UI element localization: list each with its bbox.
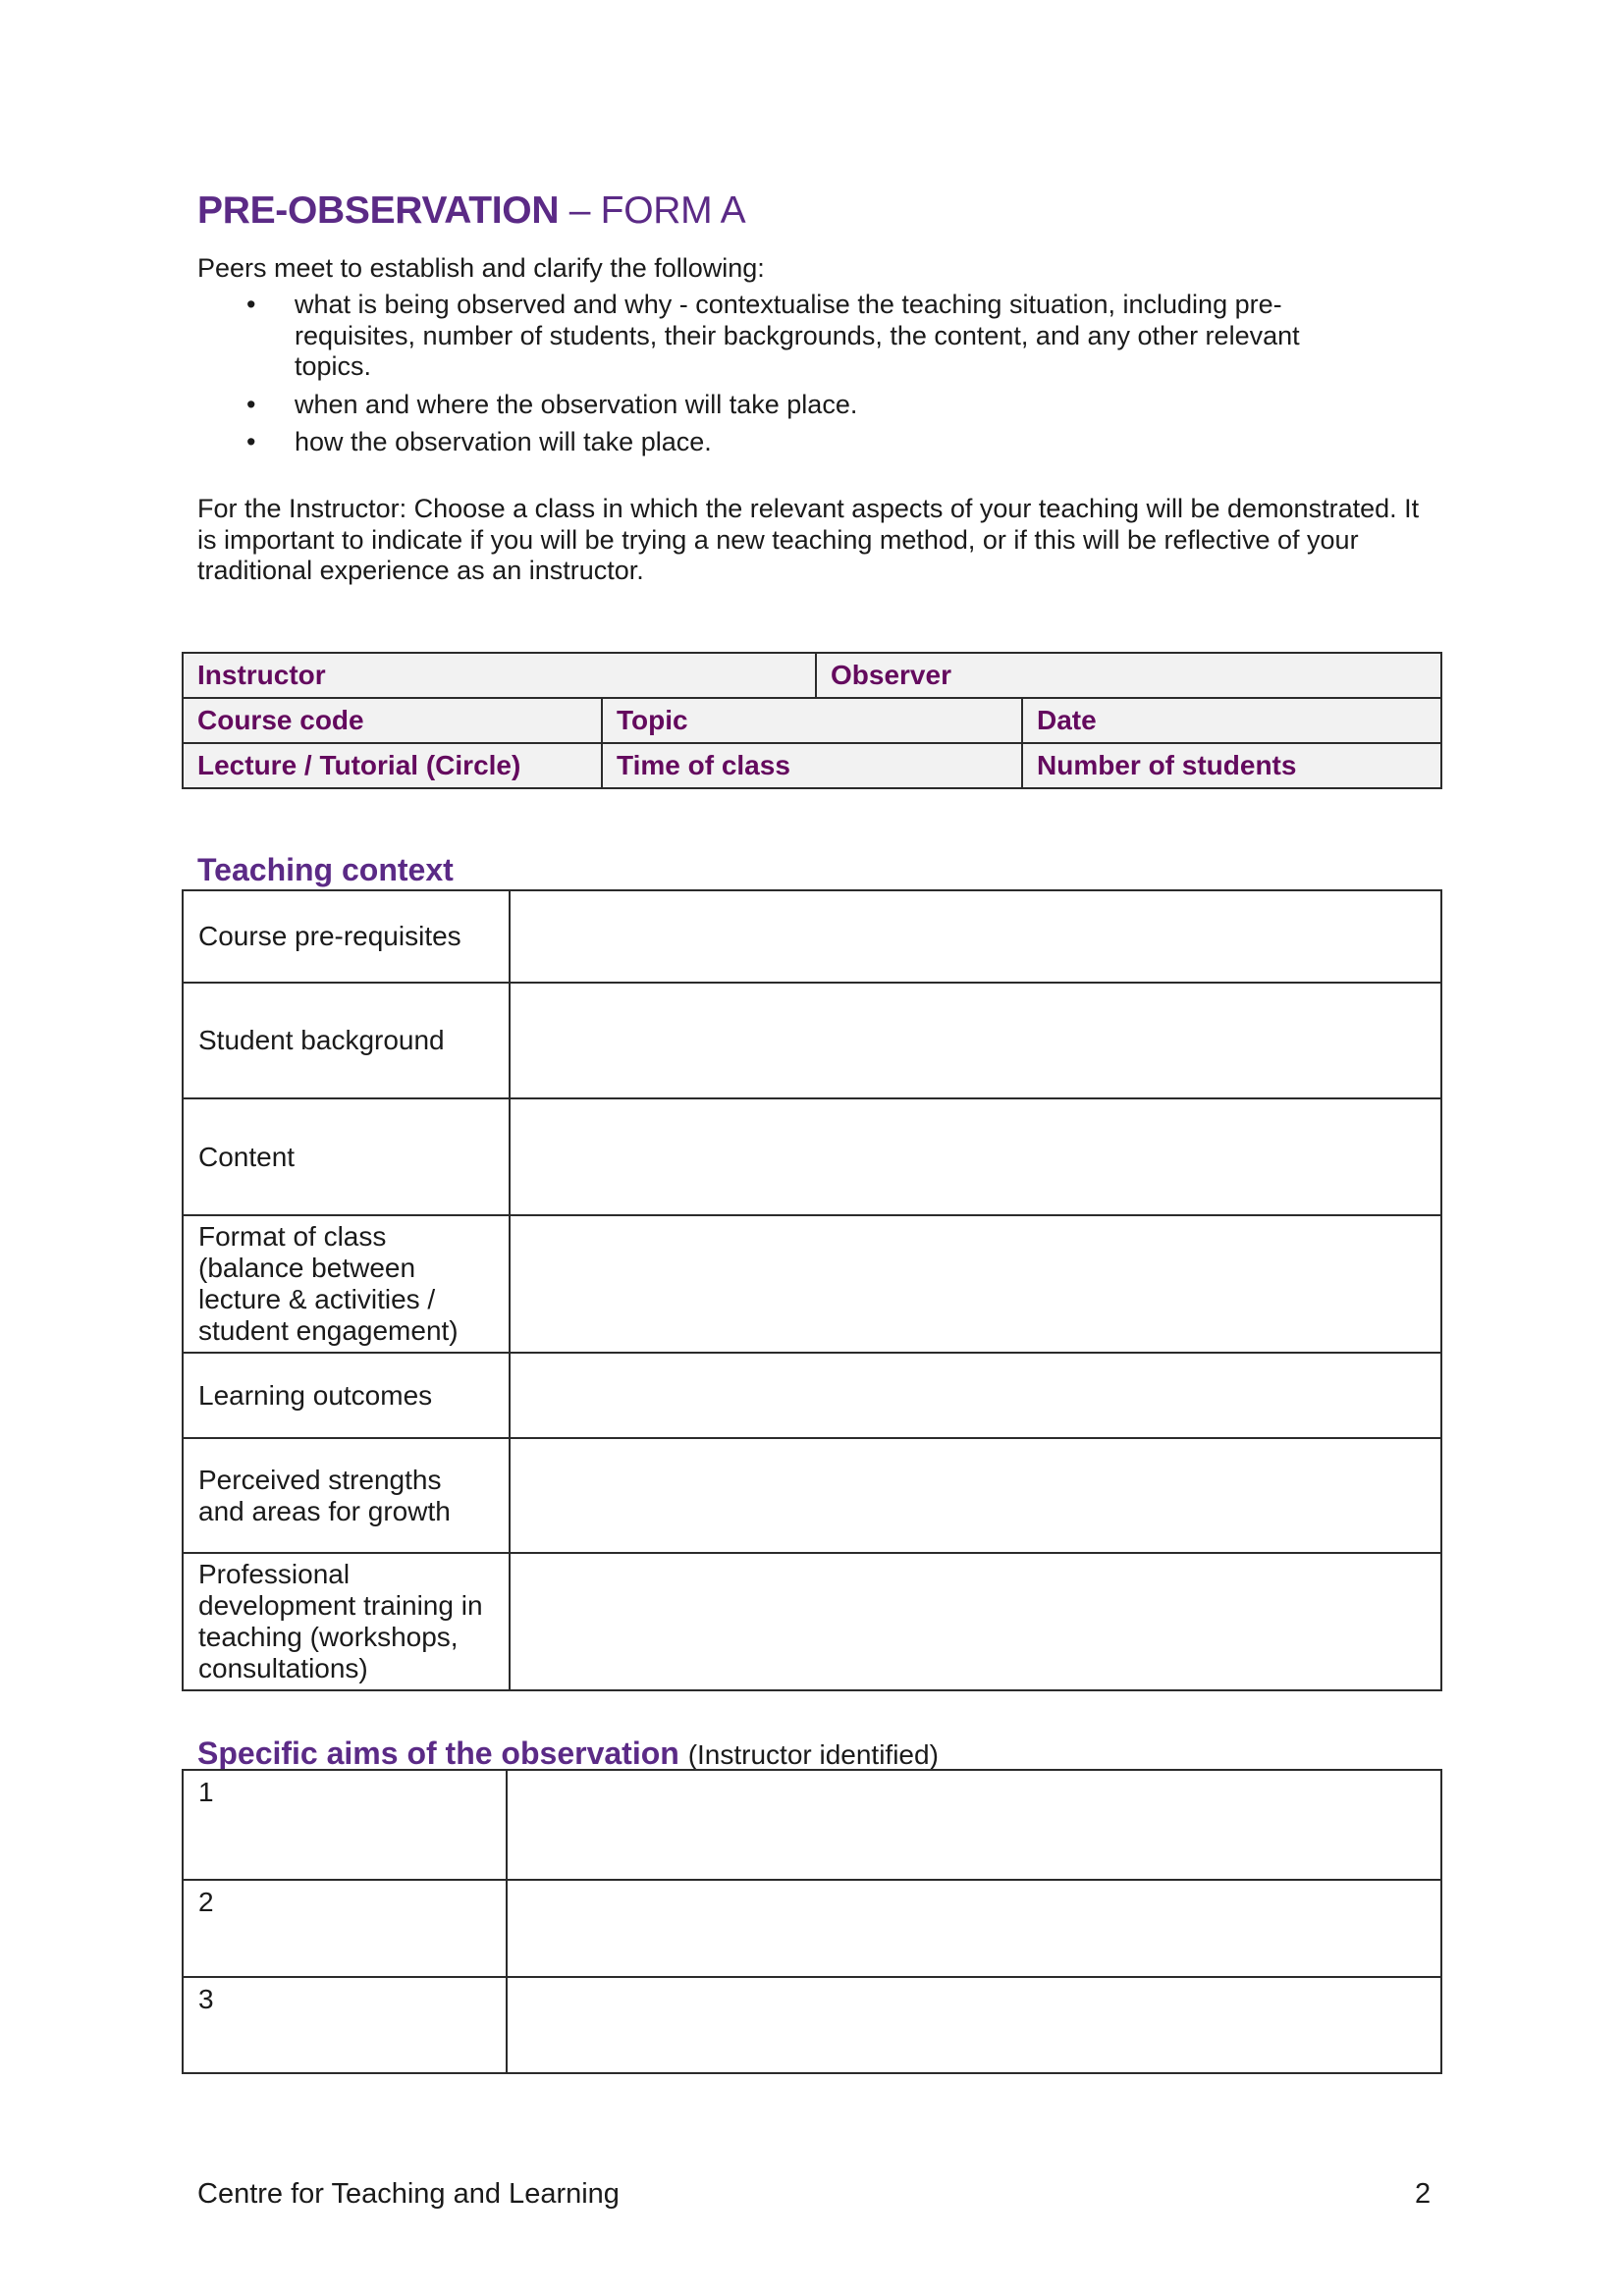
aims-heading: Specific aims of the observation (Instructor identified) [197,1735,939,1771]
bullet-icon: • [246,427,256,456]
bullet-icon: • [246,290,256,319]
instructor-field[interactable]: Instructor [183,653,816,698]
context-input[interactable] [510,983,1441,1098]
aim-number: 1 [183,1770,507,1880]
aim-number: 2 [183,1880,507,1977]
aim-input[interactable] [507,1770,1441,1880]
context-input[interactable] [510,1098,1441,1215]
context-input[interactable] [510,1553,1441,1690]
observer-field[interactable]: Observer [816,653,1441,698]
context-input[interactable] [510,890,1441,983]
context-label: Professional development training in teaching (workshops, consultations) [183,1553,510,1690]
aim-input[interactable] [507,1880,1441,1977]
bullet-item: • when and where the observation will take place. [246,389,858,419]
context-label: Student background [183,983,510,1098]
header-info-table [182,652,1442,789]
footer-org: Centre for Teaching and Learning [197,2178,620,2210]
title-rest: – FORM A [559,189,746,232]
time-of-class-field[interactable]: Time of class [602,743,1022,788]
bullet-icon: • [246,389,256,419]
context-input[interactable] [510,1215,1441,1353]
bullet-item: • what is being observed and why - contextualise the teaching situation, including pre-requisites, number of students, their backgrounds, the content, and any other relevant topics. [246,290,1300,381]
aim-number: 3 [183,1977,507,2073]
lecture-tutorial-field[interactable]: Lecture / Tutorial (Circle) [183,743,602,788]
intro-text: Peers meet to establish and clarify the following: [197,253,765,283]
context-label: Perceived strengths and areas for growth [183,1438,510,1553]
bullet-item: • how the observation will take place. [246,427,712,456]
context-input[interactable] [510,1353,1441,1438]
aim-input[interactable] [507,1977,1441,2073]
teaching-context-heading: Teaching context [197,852,454,887]
context-label: Course pre-requisites [183,890,510,983]
page-title [197,188,745,234]
bullet-list [197,290,1376,465]
teaching-context-table [182,889,1442,1691]
context-input[interactable] [510,1438,1441,1553]
course-code-field[interactable]: Course code [183,698,602,743]
date-field[interactable]: Date [1022,698,1441,743]
page-number: 2 [1415,2178,1432,2210]
title-bold: PRE-OBSERVATION [197,189,560,232]
context-label: Learning outcomes [183,1353,510,1438]
number-of-students-field[interactable]: Number of students [1022,743,1441,788]
topic-field[interactable]: Topic [602,698,1022,743]
context-label: Content [183,1098,510,1215]
instructor-note: For the Instructor: Choose a class in which the relevant aspects of your teaching will be demonstrated. It is important to indicate if you will be trying a new teaching method, or if this will be reflective of your traditional experience as an instructor. [197,494,1420,585]
aims-subheading: (Instructor identified) [687,1739,939,1770]
context-label: Format of class (balance between lecture & activities / student engagement) [183,1215,510,1353]
aims-table [182,1769,1442,2074]
